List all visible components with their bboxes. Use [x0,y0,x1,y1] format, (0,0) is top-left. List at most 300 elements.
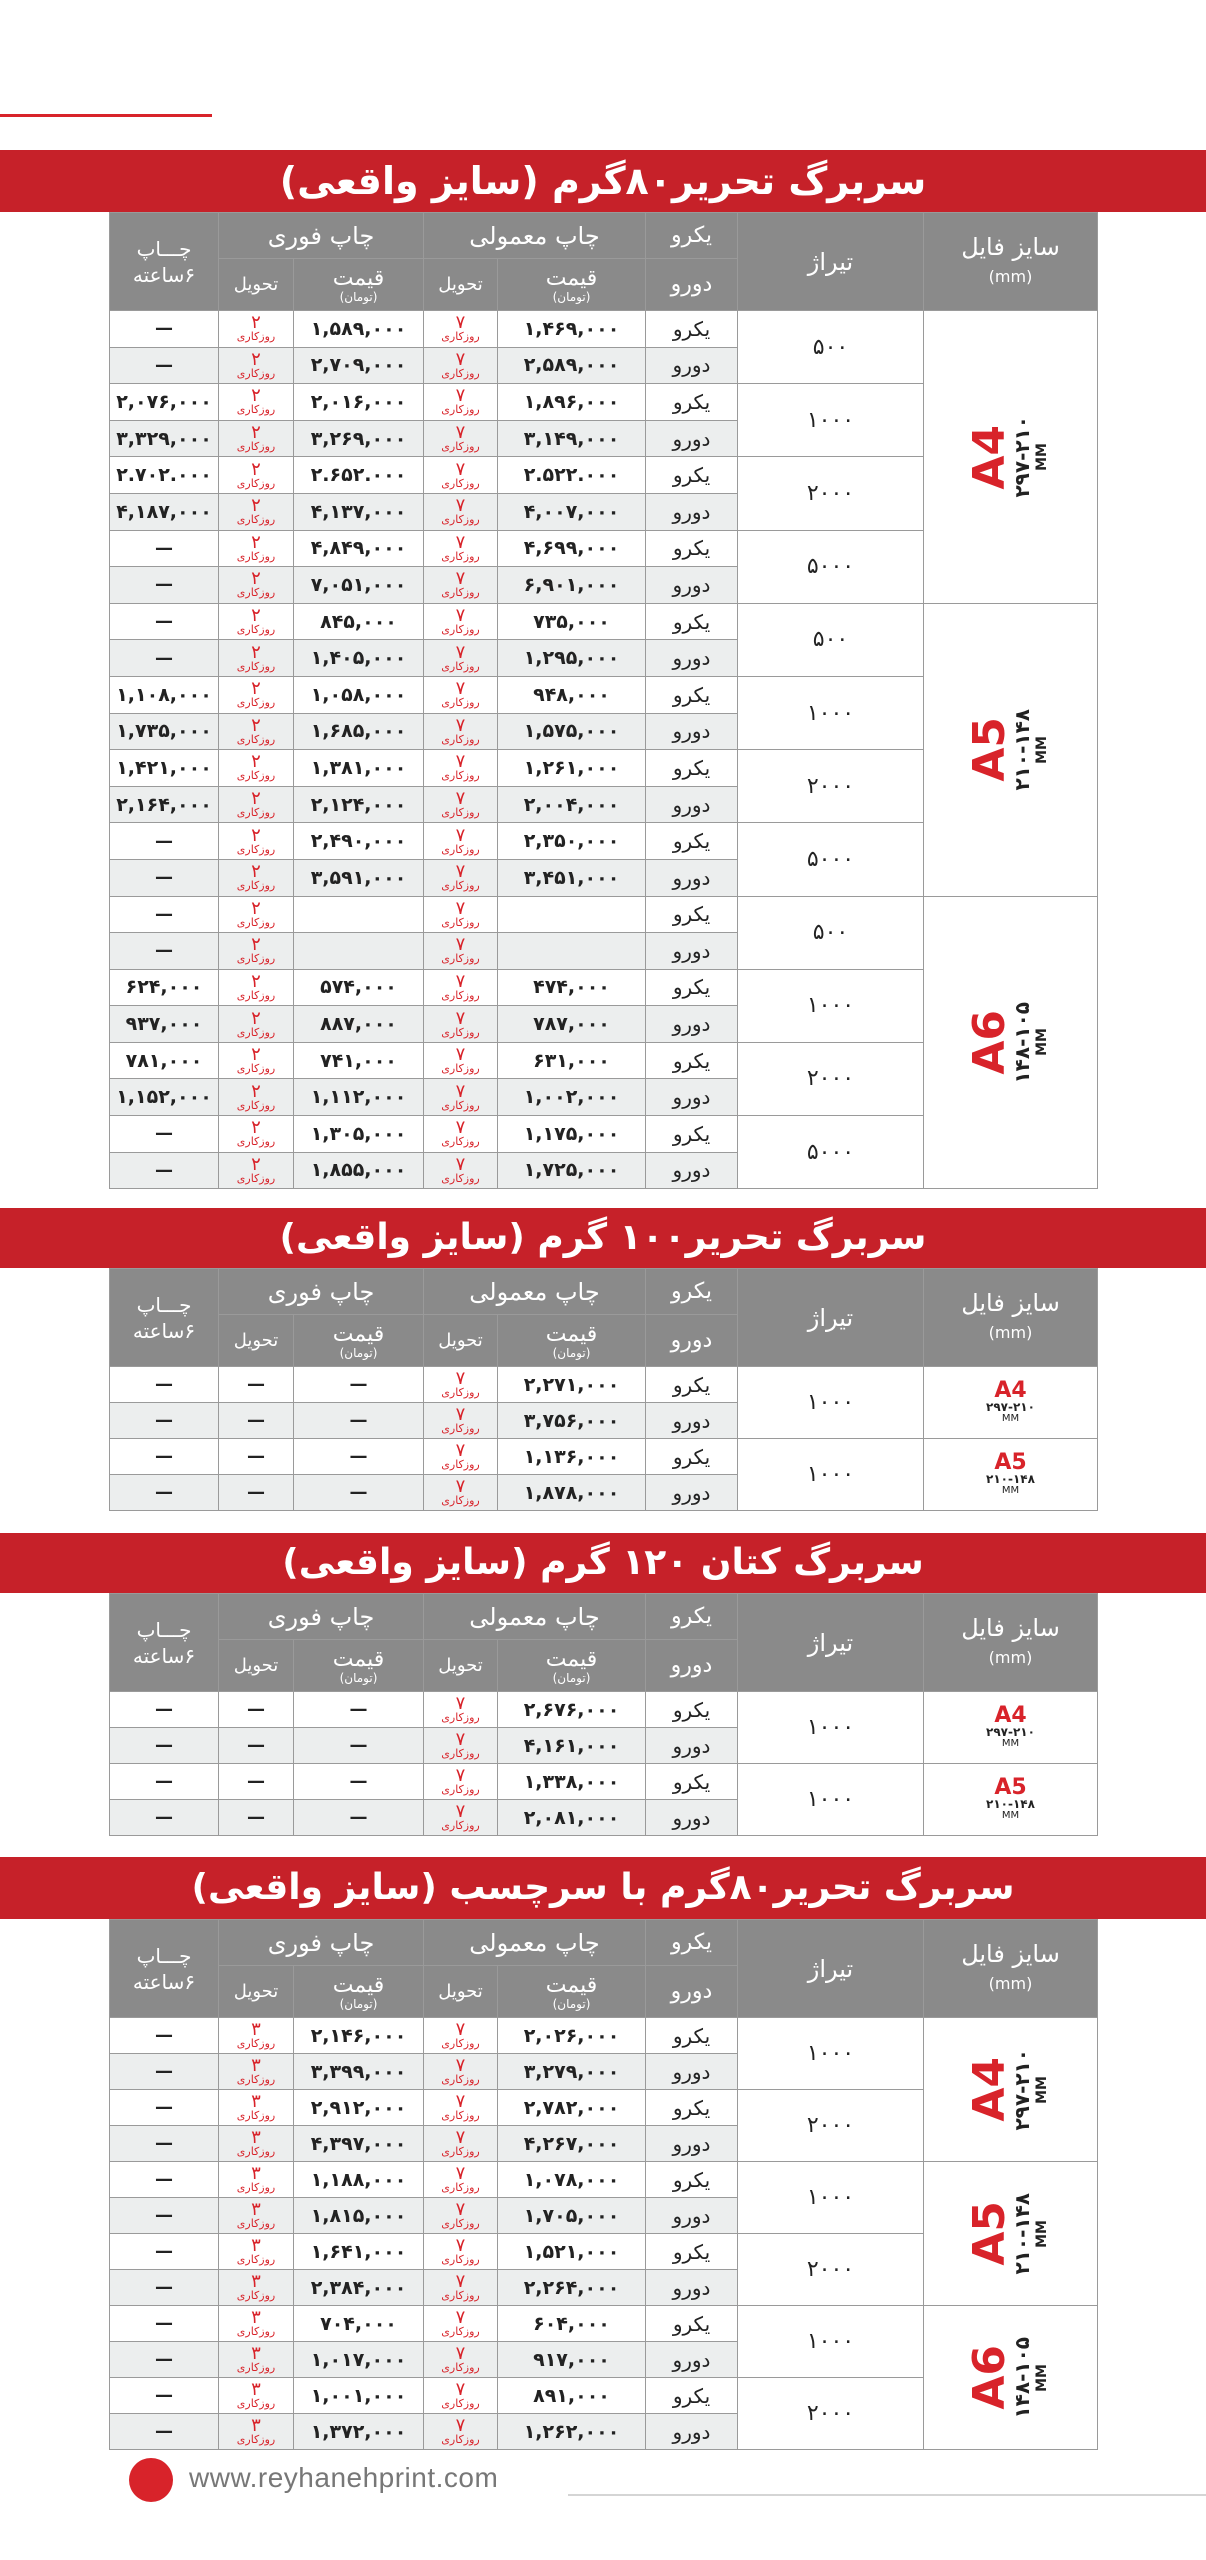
size-dimensions: ۱۴۸-۱۰۵ [1009,1001,1034,1084]
size-code: A5 [994,1775,1027,1800]
header-doro: دورو [646,1315,738,1367]
normal-delivery-cell [424,530,498,567]
size-unit: MM [1001,1413,1020,1424]
tiraj-cell: ۱۰۰۰ [738,384,924,457]
delivery-days: ۳ [251,2415,261,2436]
fast-delivery-cell [219,786,294,823]
normal-delivery-cell [424,2234,498,2270]
website-url[interactable]: www.reyhanehprint.com [189,2462,499,2493]
tiraj-cell: ۱۰۰۰ [738,1367,924,1439]
side-cell: دورو [646,1403,738,1439]
normal-delivery-cell [424,347,498,384]
delivery-days: ۷ [455,824,466,846]
header-file-size-label: سایز فایل [961,232,1060,261]
size-code: A5 [963,717,1015,782]
delivery-unit: روزکاری [441,440,480,454]
normal-delivery-cell [424,2198,498,2234]
tiraj-cell: ۲۰۰۰ [738,2378,924,2450]
header-price [294,1966,424,2018]
header-delivery: تحویل [219,1640,294,1692]
fast-price-cell [294,933,424,970]
delivery-unit: روزکاری [236,988,276,1002]
delivery-days: ۲ [251,861,261,883]
fast-delivery-cell [219,2162,294,2198]
delivery-days: ۷ [455,1693,466,1714]
tiraj-cell: ۵۰۰۰ [738,1116,924,1189]
delivery-unit: روزکاری [236,2073,276,2086]
size-label [924,1703,1097,1749]
normal-price-cell: ۱,۸۹۶,۰۰۰ [498,384,646,421]
tiraj-cell: ۱۰۰۰ [738,2162,924,2234]
delivery-days: ۷ [455,1404,466,1425]
fast-price-cell: ۱,۶۸۵,۰۰۰ [294,713,424,750]
side-cell: دورو [646,420,738,457]
table-row [110,2018,1098,2054]
delivery-unit: روزکاری [441,1458,480,1471]
fast-price-cell: ۲,۴۹۰,۰۰۰ [294,823,424,860]
tiraj-cell: ۱۰۰۰ [738,2018,924,2090]
fast-delivery-cell [219,2090,294,2126]
side-cell: دورو [646,2270,738,2306]
fast-price-cell: ۱,۸۱۵,۰۰۰ [294,2198,424,2234]
fast-delivery-cell [219,1006,294,1043]
header-tiraj: تیراژ [738,1269,924,1367]
side-cell: دورو [646,347,738,384]
fast-price-cell: ۲,۰۱۶,۰۰۰ [294,384,424,421]
fast-price-cell: ۲,۷۰۹,۰۰۰ [294,347,424,384]
header-fast-print: چاپ فوری [219,1269,424,1315]
six-hour-price-cell: — [110,2054,219,2090]
top-accent-line [0,114,212,117]
delivery-unit: روزکاری [236,915,276,929]
table-row [110,2162,1098,2198]
delivery-unit: روزکاری [236,2037,276,2050]
delivery-days: ۲ [251,678,261,700]
tiraj-cell: ۱۰۰۰ [738,1439,924,1511]
normal-price-cell: ۱,۳۳۸,۰۰۰ [498,1764,646,1800]
fast-delivery-cell [219,859,294,896]
side-cell: دورو [646,567,738,604]
fast-price-cell: ۱,۸۵۵,۰۰۰ [294,1152,424,1189]
fast-price-cell [294,896,424,933]
delivery-days: ۲ [251,1153,261,1175]
normal-price-cell: ۶۳۱,۰۰۰ [498,1042,646,1079]
delivery-days: ۷ [455,1476,466,1497]
delivery-unit: روزکاری [441,879,480,893]
side-cell: یکرو [646,2234,738,2270]
header-delivery: تحویل [219,1315,294,1367]
header-price [294,1640,424,1692]
table-row [110,603,1098,640]
header-yekro: یکرو [646,1594,738,1640]
delivery-days: ۲ [251,970,261,992]
delivery-days: ۷ [455,2235,466,2256]
normal-delivery-cell [424,2126,498,2162]
header-6hour-print: چـــاپ ۶ساعته [110,1594,219,1692]
normal-delivery-cell [424,384,498,421]
side-cell: یکرو [646,1116,738,1153]
delivery-days: ۲ [251,422,261,444]
fast-delivery-cell [219,567,294,604]
side-cell: یکرو [646,1764,738,1800]
side-cell: دورو [646,1800,738,1836]
six-hour-price-cell: — [110,2414,219,2450]
size-dimensions: ۲۱۰-۱۴۸ [986,1797,1035,1811]
delivery-days: ۳ [251,2163,261,2184]
fast-delivery-cell [219,493,294,530]
side-cell: دورو [646,786,738,823]
normal-delivery-cell [424,1042,498,1079]
normal-delivery-cell [424,2054,498,2090]
six-hour-price-cell: ۱,۱۰۸,۰۰۰ [110,676,219,713]
brand-dot [129,2458,173,2502]
six-hour-price-cell: — [110,1152,219,1189]
fast-delivery-cell [219,2126,294,2162]
price-table [109,1593,1098,1836]
fast-delivery-cell [219,2342,294,2378]
delivery-days: ۳ [251,2379,261,2400]
delivery-days: ۷ [455,312,466,334]
delivery-unit: روزکاری [441,988,480,1002]
delivery-days: ۷ [455,714,466,736]
normal-delivery-cell [424,2270,498,2306]
size-cell [924,1692,1098,1764]
fast-price-cell: ۱,۰۰۱,۰۰۰ [294,2378,424,2414]
fast-price-cell: — [294,1764,424,1800]
delivery-days: ۲ [251,1117,261,1139]
delivery-unit: روزکاری [441,1422,480,1435]
delivery-days: ۲ [251,1044,261,1066]
tiraj-cell: ۲۰۰۰ [738,1042,924,1115]
header-normal-print: چاپ معمولی [424,213,646,259]
size-cell [924,603,1098,896]
side-cell: دورو [646,713,738,750]
size-dimensions: ۲۹۷-۲۱۰ [986,1725,1035,1739]
normal-delivery-cell [424,859,498,896]
size-code: A4 [963,2057,1015,2122]
fast-delivery-cell [219,676,294,713]
delivery-days: ۷ [455,385,466,407]
delivery-unit: روزکاری [236,440,276,454]
fast-delivery-cell: — [219,1439,294,1475]
header-price-label: قیمت [545,1647,598,1672]
header-6hour-print: چـــاپ ۶ساعته [110,1269,219,1367]
header-price [498,1315,646,1367]
delivery-unit: روزکاری [441,549,480,563]
six-hour-price-cell: ۴,۱۸۷,۰۰۰ [110,493,219,530]
header-price-unit: (تومان) [552,290,591,304]
tiraj-cell: ۲۰۰۰ [738,2090,924,2162]
delivery-unit: روزکاری [441,366,480,380]
delivery-unit: روزکاری [236,1098,276,1112]
normal-price-cell: ۲,۲۷۱,۰۰۰ [498,1367,646,1403]
six-hour-price-cell: — [110,567,219,604]
fast-delivery-cell: — [219,1764,294,1800]
six-hour-price-cell: ۲.۷۰۲.۰۰۰ [110,457,219,494]
fast-delivery-cell [219,1042,294,1079]
six-hour-price-cell: ۱,۴۲۱,۰۰۰ [110,750,219,787]
normal-delivery-cell [424,969,498,1006]
side-cell: یکرو [646,530,738,567]
section-title: سربرگ کتان ۱۲۰ گرم (سایز واقعی) [0,1533,1206,1593]
normal-delivery-cell [424,933,498,970]
delivery-unit: روزکاری [236,2325,276,2338]
header-yekro: یکرو [646,213,738,259]
normal-delivery-cell [424,2090,498,2126]
normal-price-cell: ۳,۱۴۹,۰۰۰ [498,420,646,457]
delivery-days: ۷ [455,1765,466,1786]
tiraj-cell: ۵۰۰ [738,896,924,969]
size-dimensions: ۲۹۷-۲۱۰ [986,1400,1035,1414]
fast-delivery-cell [219,311,294,348]
header-fast-print: چاپ فوری [219,1920,424,1966]
delivery-unit: روزکاری [236,696,276,710]
delivery-days: ۷ [455,605,466,627]
fast-delivery-cell [219,713,294,750]
delivery-days: ۳ [251,2055,261,2076]
side-cell: یکرو [646,750,738,787]
size-cell [924,2162,1098,2306]
header-tiraj: تیراژ [738,213,924,311]
header-normal-print: چاپ معمولی [424,1920,646,1966]
normal-delivery-cell [424,1439,498,1475]
normal-price-cell: ۳,۷۵۶,۰۰۰ [498,1403,646,1439]
side-cell: دورو [646,2126,738,2162]
six-hour-price-cell: — [110,1475,219,1511]
delivery-unit: روزکاری [441,623,480,637]
header-price-unit: (تومان) [339,290,378,304]
normal-price-cell: ۸۹۱,۰۰۰ [498,2378,646,2414]
fast-delivery-cell: — [219,1403,294,1439]
normal-delivery-cell [424,603,498,640]
tiraj-cell: ۱۰۰۰ [738,2306,924,2378]
delivery-days: ۲ [251,312,261,334]
size-cell [924,896,1098,1189]
delivery-unit: روزکاری [441,2073,480,2086]
normal-price-cell: ۲,۰۰۴,۰۰۰ [498,786,646,823]
side-cell: دورو [646,1475,738,1511]
fast-delivery-cell: — [219,1728,294,1764]
side-cell: دورو [646,2414,738,2450]
header-price-unit: (تومان) [339,1346,378,1360]
normal-delivery-cell [424,786,498,823]
six-hour-price-cell: — [110,1764,219,1800]
delivery-unit: روزکاری [236,513,276,527]
size-unit: MM [1033,2075,1050,2104]
fast-price-cell: ۴,۱۳۷,۰۰۰ [294,493,424,530]
delivery-unit: روزکاری [236,2361,276,2374]
side-cell: دورو [646,859,738,896]
header-file-size-label: سایز فایل [961,1939,1060,1968]
six-hour-price-cell: — [110,1439,219,1475]
fast-price-cell: ۲,۱۲۴,۰۰۰ [294,786,424,823]
six-hour-price-cell: ۱,۱۵۲,۰۰۰ [110,1079,219,1116]
fast-price-cell: ۴,۳۹۷,۰۰۰ [294,2126,424,2162]
normal-price-cell: ۹۱۷,۰۰۰ [498,2342,646,2378]
normal-delivery-cell [424,2306,498,2342]
normal-delivery-cell [424,676,498,713]
normal-price-cell: ۱,۵۷۵,۰۰۰ [498,713,646,750]
size-dimensions: ۱۴۸-۱۰۵ [1009,2336,1034,2419]
header-price [294,259,424,311]
size-label [924,2049,1097,2131]
normal-delivery-cell [424,2414,498,2450]
six-hour-price-cell: — [110,2162,219,2198]
delivery-unit: روزکاری [441,2325,480,2338]
header-file-size-unit: (mm) [988,1647,1033,1667]
size-cell [924,1764,1098,1836]
fast-delivery-cell [219,2270,294,2306]
header-6hour-print: چـــاپ ۶ساعته [110,1920,219,2018]
delivery-days: ۷ [455,934,466,956]
fast-price-cell: ۱,۳۷۲,۰۰۰ [294,2414,424,2450]
normal-delivery-cell [424,896,498,933]
six-hour-price-cell: ۶۲۴,۰۰۰ [110,969,219,1006]
header-delivery: تحویل [219,1966,294,2018]
delivery-days: ۷ [455,348,466,370]
normal-delivery-cell [424,2342,498,2378]
delivery-unit: روزکاری [236,1135,276,1149]
size-code: A4 [994,1378,1027,1403]
fast-delivery-cell [219,2414,294,2450]
side-cell: یکرو [646,384,738,421]
delivery-days: ۷ [455,568,466,590]
fast-price-cell: ۱,۵۸۹,۰۰۰ [294,311,424,348]
normal-delivery-cell [424,1403,498,1439]
table-row [110,1367,1098,1403]
fast-price-cell: ۱,۴۰۵,۰۰۰ [294,640,424,677]
delivery-days: ۳ [251,2019,261,2040]
size-label [924,1378,1097,1424]
six-hour-price-cell: — [110,640,219,677]
normal-price-cell: ۴۷۴,۰۰۰ [498,969,646,1006]
delivery-days: ۷ [455,2307,466,2328]
delivery-days: ۲ [251,641,261,663]
size-dimensions: ۲۱۰-۱۴۸ [1009,708,1034,791]
normal-delivery-cell [424,713,498,750]
six-hour-price-cell: — [110,347,219,384]
section-title: سربرگ تحریر۸۰گرم با سرچسب (سایز واقعی) [0,1857,1206,1919]
delivery-unit: روزکاری [441,2217,480,2230]
fast-price-cell: ۱,۳۰۵,۰۰۰ [294,1116,424,1153]
normal-delivery-cell [424,457,498,494]
normal-delivery-cell [424,750,498,787]
fast-price-cell: ۲.۶۵۲.۰۰۰ [294,457,424,494]
size-unit: MM [1033,2363,1050,2392]
delivery-unit: روزکاری [236,2181,276,2194]
table-row [110,1439,1098,1475]
header-doro: دورو [646,1640,738,1692]
size-cell [924,2306,1098,2450]
delivery-days: ۲ [251,568,261,590]
header-normal-print: چاپ معمولی [424,1269,646,1315]
fast-price-cell: — [294,1475,424,1511]
size-label [924,1450,1097,1496]
normal-price-cell: ۱,۸۷۸,۰۰۰ [498,1475,646,1511]
normal-price-cell: ۴,۶۹۹,۰۰۰ [498,530,646,567]
delivery-unit: روزکاری [441,659,480,673]
normal-price-cell: ۴,۲۶۷,۰۰۰ [498,2126,646,2162]
side-cell: یکرو [646,1439,738,1475]
fast-price-cell: ۱,۳۸۱,۰۰۰ [294,750,424,787]
size-code: A6 [963,1010,1015,1075]
delivery-unit: روزکاری [236,952,276,966]
delivery-unit: روزکاری [441,2253,480,2266]
fast-delivery-cell [219,347,294,384]
header-file-size [924,213,1098,311]
size-unit: MM [1033,735,1050,764]
fast-delivery-cell [219,640,294,677]
side-cell: یکرو [646,823,738,860]
fast-price-cell: ۱,۱۱۲,۰۰۰ [294,1079,424,1116]
delivery-unit: روزکاری [236,2397,276,2410]
delivery-unit: روزکاری [441,2145,480,2158]
fast-delivery-cell [219,933,294,970]
header-price-unit: (تومان) [552,1346,591,1360]
delivery-days: ۷ [455,2055,466,2076]
delivery-unit: روزکاری [441,732,480,746]
table-row [110,1692,1098,1728]
header-file-size-unit: (mm) [988,1322,1033,1342]
delivery-days: ۳ [251,2271,261,2292]
header-tiraj: تیراژ [738,1920,924,2018]
delivery-days: ۳ [251,2307,261,2328]
header-file-size-unit: (mm) [988,1973,1033,1993]
fast-price-cell: — [294,1692,424,1728]
header-doro: دورو [646,1966,738,2018]
tiraj-cell: ۱۰۰۰ [738,1764,924,1836]
delivery-unit: روزکاری [441,2397,480,2410]
normal-delivery-cell [424,1367,498,1403]
normal-delivery-cell [424,311,498,348]
normal-price-cell: ۱,۷۲۵,۰۰۰ [498,1152,646,1189]
header-file-size [924,1594,1098,1692]
header-delivery: تحویل [219,259,294,311]
delivery-unit: روزکاری [236,842,276,856]
delivery-days: ۲ [251,714,261,736]
size-unit: MM [1033,2219,1050,2248]
size-cell [924,1439,1098,1511]
normal-price-cell: ۱,۲۶۱,۰۰۰ [498,750,646,787]
size-unit: MM [1001,1738,1020,1749]
side-cell: دورو [646,2198,738,2234]
fast-delivery-cell: — [219,1475,294,1511]
side-cell: دورو [646,933,738,970]
fast-price-cell: ۸۸۷,۰۰۰ [294,1006,424,1043]
size-code: A4 [994,1703,1027,1728]
fast-delivery-cell [219,420,294,457]
normal-delivery-cell [424,1116,498,1153]
delivery-unit: روزکاری [441,2109,480,2122]
delivery-unit: روزکاری [236,1171,276,1185]
side-cell: یکرو [646,2306,738,2342]
six-hour-price-cell: — [110,1800,219,1836]
delivery-unit: روزکاری [441,1494,480,1507]
delivery-days: ۷ [455,678,466,700]
tiraj-cell: ۲۰۰۰ [738,750,924,823]
size-unit: MM [1033,1028,1050,1057]
delivery-days: ۷ [455,1080,466,1102]
header-price [498,259,646,311]
delivery-unit: روزکاری [441,842,480,856]
fast-delivery-cell [219,1116,294,1153]
six-hour-price-cell: — [110,2342,219,2378]
six-hour-price-cell: — [110,1116,219,1153]
side-cell: یکرو [646,2018,738,2054]
six-hour-price-cell: ۱,۷۳۵,۰۰۰ [110,713,219,750]
delivery-days: ۷ [455,788,466,810]
delivery-unit: روزکاری [441,586,480,600]
